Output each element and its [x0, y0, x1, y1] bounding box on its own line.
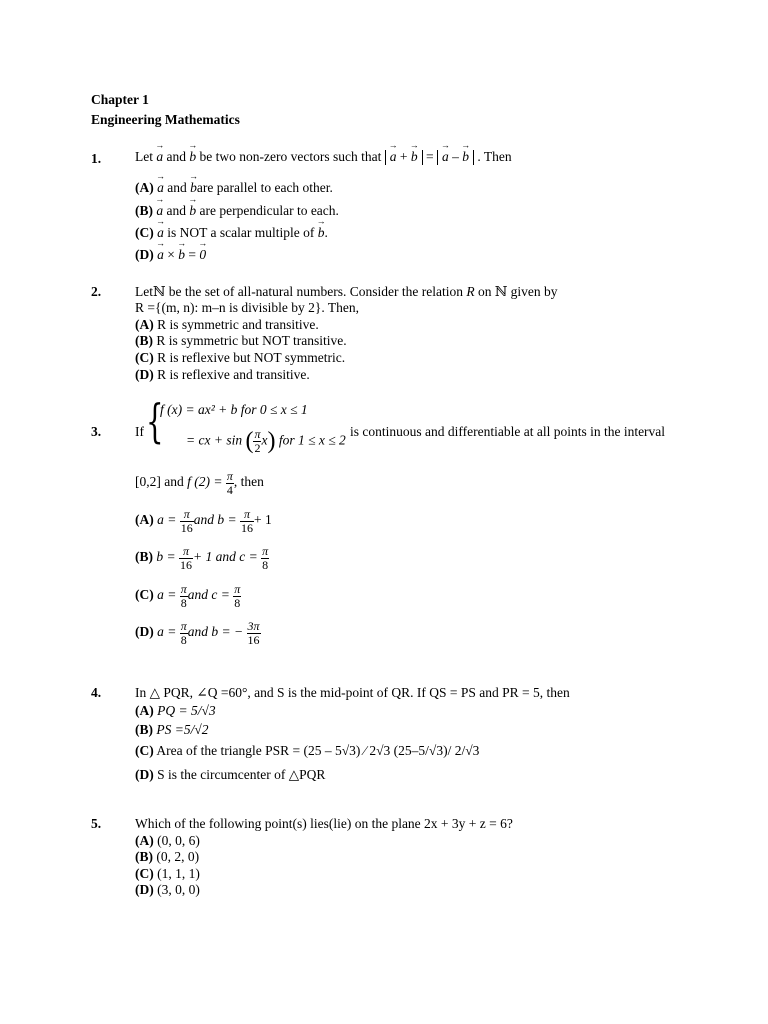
- piecewise-brace: {: [146, 394, 164, 448]
- question-number: 3.: [91, 424, 102, 439]
- fraction: [179, 545, 193, 571]
- fraction-den: 2: [254, 441, 261, 455]
- fraction-num: π: [180, 508, 194, 522]
- option: [135, 620, 261, 646]
- option-text: are perpendicular to each.: [199, 203, 339, 218]
- question-stem: Let → a and → b be two non-zero vectors such that → a + → b = → a – → b . Then: [135, 149, 512, 165]
- option-text: R is reflexive and transitive.: [157, 367, 310, 382]
- naturals-symbol: ℕ: [494, 284, 508, 299]
- condition-end: , then: [233, 474, 264, 490]
- fraction: [261, 545, 269, 571]
- stem-text: Let: [135, 284, 153, 299]
- relation-symbol: R: [466, 284, 475, 299]
- option: [135, 203, 339, 219]
- fraction: [233, 583, 241, 609]
- fraction: [180, 583, 188, 609]
- option-label: (D): [135, 624, 154, 640]
- vector-a: → a: [156, 149, 163, 165]
- option-text: + 1: [254, 512, 272, 528]
- condition-text: [0,2] and: [135, 474, 184, 490]
- option-text: (3, 0, 0): [157, 882, 200, 897]
- vector-a: → a: [157, 225, 164, 241]
- stem-text: on: [478, 284, 492, 299]
- row2-text: = cx + sin: [186, 432, 243, 448]
- option: [135, 833, 200, 849]
- option-label: (A): [135, 833, 154, 848]
- option-text: is NOT a scalar multiple of: [167, 225, 315, 240]
- zero-vector: → 0: [199, 247, 206, 263]
- row2-x: x: [261, 432, 268, 448]
- question-stem: [135, 284, 557, 300]
- stem-text: be two non-zero vectors such that: [199, 149, 382, 164]
- fraction-num: 3π: [247, 619, 260, 633]
- question-number: 2.: [91, 284, 102, 299]
- fraction-den: 8: [180, 632, 187, 647]
- stem-text: be the set of all-natural numbers. Consider the relation: [168, 284, 464, 299]
- fraction-num: π: [254, 427, 261, 442]
- option-text: PS =5/√2: [156, 722, 209, 737]
- option: [135, 882, 200, 898]
- row2-domain: for 1 ≤ x ≤ 2: [278, 432, 346, 448]
- option-text: are parallel to each other.: [196, 180, 333, 195]
- fraction-num: π: [180, 582, 187, 596]
- option: [135, 849, 199, 865]
- option: [135, 247, 206, 263]
- fraction-num: π: [179, 545, 193, 559]
- fraction-den: 16: [180, 557, 192, 572]
- option: [135, 367, 310, 383]
- option-text: b =: [156, 549, 176, 565]
- vector-a: → a: [157, 180, 164, 196]
- option-label: (C): [135, 743, 154, 758]
- stem-text: given by: [510, 284, 558, 299]
- vector-a: → a: [442, 150, 449, 165]
- option-text: a =: [157, 624, 177, 640]
- fraction-den: 8: [234, 595, 241, 610]
- option-label: (C): [135, 866, 154, 881]
- fraction-num: π: [240, 508, 254, 522]
- fraction: [240, 508, 254, 534]
- question-number: 5.: [91, 816, 102, 831]
- q3-trailing-text: is continuous and differentiable at all points in the interval: [350, 424, 666, 439]
- paren-open: (: [245, 428, 254, 454]
- fraction-num: π: [226, 469, 233, 483]
- option-label: (C): [135, 350, 154, 365]
- option-text: a =: [157, 512, 177, 528]
- option-text: and b =: [193, 512, 237, 528]
- option: [135, 703, 216, 719]
- question-number: 4.: [91, 685, 102, 700]
- q3-condition: [135, 470, 264, 496]
- option-label: (A): [135, 512, 154, 528]
- option-label: (D): [135, 247, 154, 262]
- naturals-symbol: ℕ: [153, 284, 166, 299]
- option-label: (C): [135, 587, 154, 603]
- vector-a: → a: [156, 203, 163, 219]
- abs-diff: → a – → b: [437, 150, 474, 165]
- fraction: [226, 470, 234, 496]
- option-text: and b = −: [187, 624, 244, 640]
- option-text: PQ = 5/√3: [157, 703, 216, 718]
- option-text: R is symmetric and transitive.: [157, 317, 319, 332]
- fraction-den: 16: [180, 520, 193, 535]
- option-text: (1, 1, 1): [157, 866, 200, 881]
- stem-text: Let: [135, 149, 153, 164]
- fraction: [180, 508, 194, 534]
- option-label: (A): [135, 703, 154, 718]
- vector-b: → b: [318, 225, 325, 241]
- piecewise-row1: f (x) = ax² + b for 0 ≤ x ≤ 1: [160, 402, 308, 417]
- option-label: (A): [135, 180, 154, 195]
- option-text: (0, 2, 0): [156, 849, 200, 864]
- question-number: 1.: [91, 151, 102, 166]
- option: [135, 180, 333, 196]
- vector-b: → b: [189, 149, 196, 165]
- option-text: =: [188, 247, 200, 262]
- fraction-num: π: [180, 619, 187, 633]
- option-label: (D): [135, 367, 154, 382]
- option-label: (C): [135, 225, 154, 240]
- option-text: R is reflexive but NOT symmetric.: [157, 350, 346, 365]
- chapter-heading: Chapter 1: [91, 92, 149, 107]
- option-label: (B): [135, 203, 153, 218]
- vector-b: → b: [190, 180, 197, 196]
- option: [135, 722, 209, 738]
- option-label: (B): [135, 722, 153, 737]
- fraction-den: 8: [262, 557, 269, 572]
- question-stem: Which of the following point(s) lies(lie) on the plane 2x + 3y + z = 6?: [135, 816, 513, 831]
- paren-close: ): [267, 428, 276, 454]
- fraction-num: π: [262, 544, 269, 558]
- option: [135, 508, 272, 534]
- option-label: (A): [135, 317, 154, 332]
- option-label: (D): [135, 882, 154, 897]
- option-text: ×: [167, 247, 175, 262]
- option: [135, 743, 479, 759]
- option: [135, 350, 345, 366]
- fraction-den: 16: [241, 520, 253, 535]
- vector-b: → b: [462, 150, 469, 165]
- option-text: .: [324, 225, 328, 240]
- option-label: (B): [135, 549, 153, 565]
- option-label: (B): [135, 849, 153, 864]
- vector-b: → b: [178, 247, 185, 263]
- option-text: Area of the triangle PSR = (25 – 5√3) ∕ 2√3 (25–5/√3)/ 2/√3: [156, 743, 480, 758]
- option-label: (D): [135, 767, 154, 782]
- option: [135, 317, 319, 333]
- vector-b: → b: [411, 150, 418, 165]
- vector-b: → b: [189, 203, 196, 219]
- fraction-num: π: [234, 582, 241, 596]
- fraction-den: 16: [247, 632, 260, 647]
- option: [135, 333, 347, 349]
- option-text: and: [166, 203, 186, 218]
- option-text: R is symmetric but NOT transitive.: [156, 333, 347, 348]
- subject-heading: Engineering Mathematics: [91, 112, 240, 127]
- stem-text: . Then: [477, 149, 512, 164]
- piecewise-row2: [186, 428, 346, 455]
- condition-f: f (2) =: [187, 474, 223, 490]
- question-stem: In △ PQR, ∠Q =60°, and S is the mid-point of QR. If QS = PS and PR = 5, then: [135, 685, 570, 700]
- fraction: [180, 620, 188, 646]
- option-text: S is the circumcenter of △PQR: [157, 767, 326, 782]
- option-text: (0, 0, 6): [157, 833, 200, 848]
- abs-sum: → a + → b: [385, 150, 423, 165]
- vector-a: → a: [157, 247, 164, 263]
- question-stem-line2: R ={(m, n): m–n is divisible by 2}. Then,: [135, 300, 359, 315]
- option-text: and c =: [187, 587, 230, 603]
- option: [135, 545, 269, 571]
- option: [135, 767, 325, 783]
- option: [135, 866, 200, 882]
- option-text: and: [167, 180, 187, 195]
- option-label: (B): [135, 333, 153, 348]
- if-word: If: [135, 424, 144, 439]
- option: [135, 583, 241, 609]
- fraction: [247, 620, 261, 646]
- fraction-den: 4: [226, 482, 233, 497]
- option-text: a =: [157, 587, 177, 603]
- vector-a: → a: [390, 150, 397, 165]
- fraction-den: 8: [180, 595, 187, 610]
- stem-text: and: [166, 149, 186, 164]
- option-text: + 1 and c =: [193, 549, 258, 565]
